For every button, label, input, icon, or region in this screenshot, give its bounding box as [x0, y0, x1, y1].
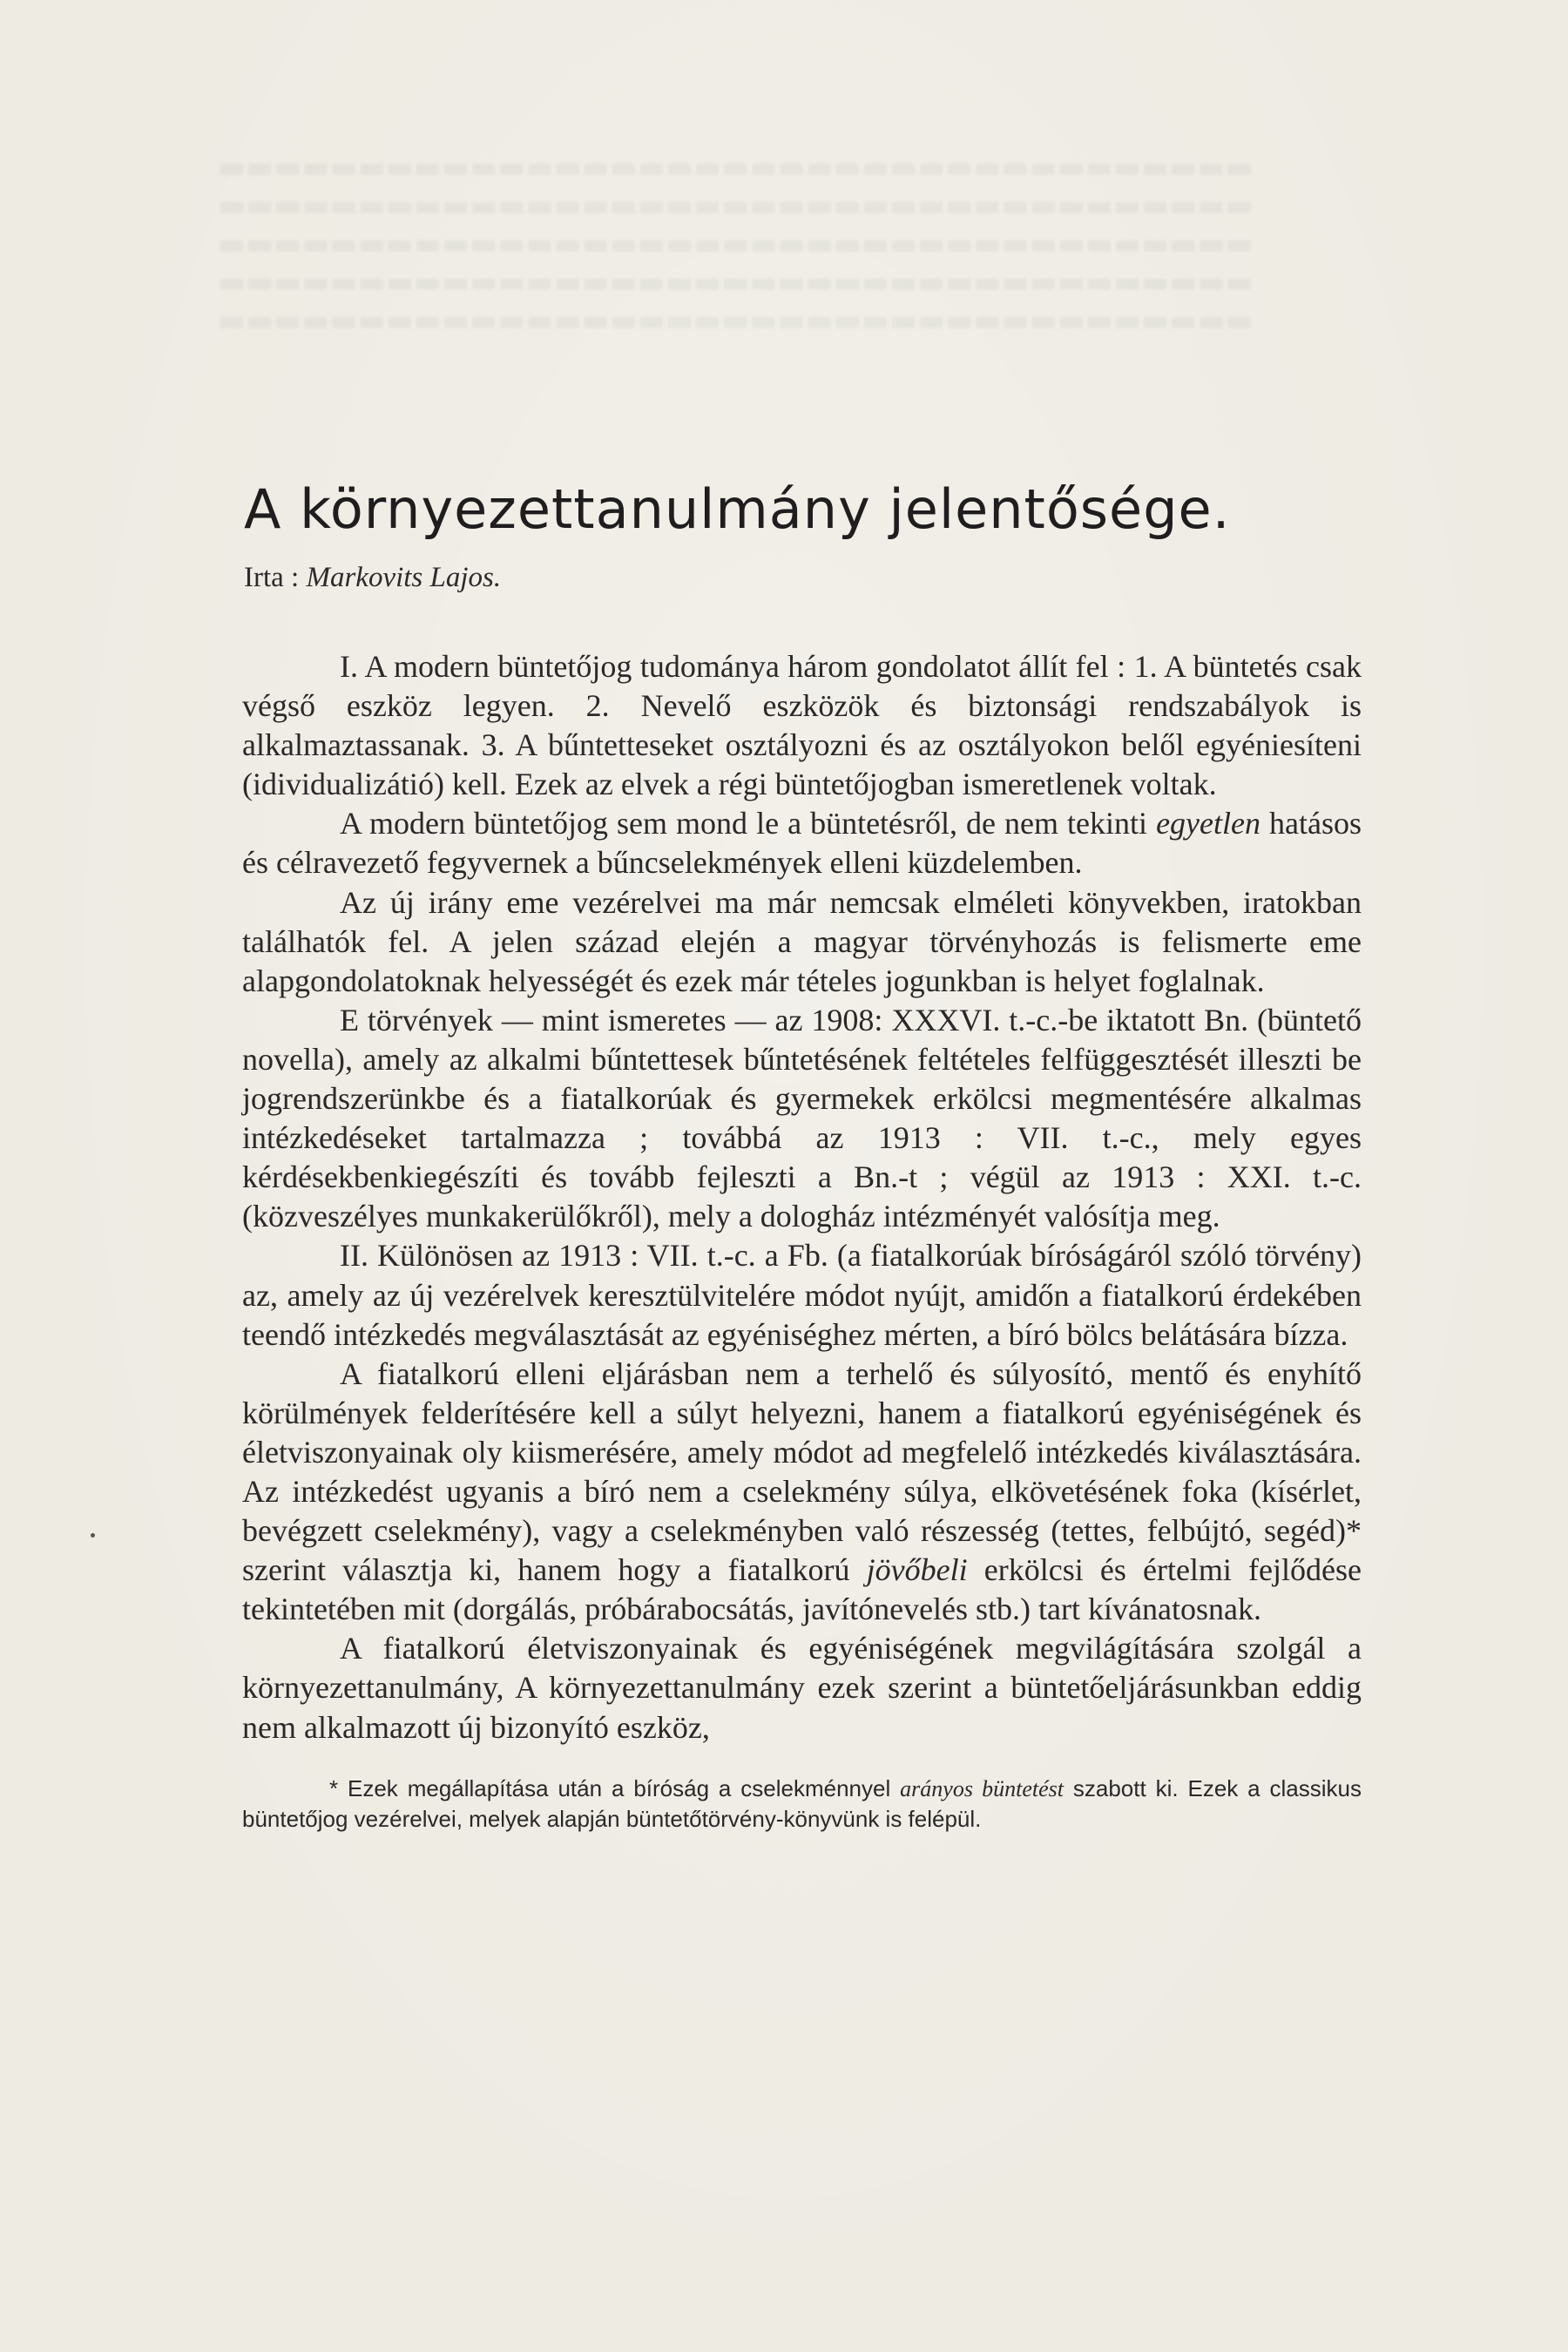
text-run: szabott ki. Ezek a classikus büntetőjog vezérelvei, melyek alapján büntetőtörvény-könyvünk is felépül.: [242, 1774, 1362, 1832]
paragraph: [242, 1629, 1362, 1747]
byline-prefix: Irta :: [244, 562, 300, 593]
bleed-through-text: ▬▬▬▬▬▬▬▬▬▬▬▬▬▬▬▬▬▬▬▬▬▬▬▬▬▬▬▬▬▬▬▬▬▬▬▬▬ ▬▬▬▬▬▬▬▬▬▬▬▬▬▬▬▬▬▬▬▬▬▬▬▬▬▬▬▬▬▬▬▬▬▬▬▬▬ ▬▬▬▬▬▬▬▬▬▬▬▬▬▬▬▬▬▬▬▬▬▬▬▬▬▬▬▬▬▬▬▬▬▬▬▬▬ ▬▬▬▬▬▬▬▬▬▬▬▬▬▬▬▬▬▬▬▬▬▬▬▬▬▬▬▬▬▬▬▬▬▬▬▬▬ ▬▬▬▬▬▬▬▬▬▬▬▬▬▬▬▬▬▬▬▬▬▬▬▬▬▬▬▬▬▬▬▬▬▬▬▬▬: [218, 150, 1254, 338]
paragraph: [242, 883, 1362, 1001]
text-run: E törvények — mint ismeretes — az 1908: XXXVI. t.-c.-be iktatott Bn. (büntető novella), amely az alkalmi bűntettesek bűntetésének feltételes felfüggesztését illeszti be jogrendszerünkbe és a fiatalkorúak és gyermekek erkölcsi megmentésére alkalmas intézkedéseket tartalmazza ; továbbá az 1913 : VII. t.-c., mely egyes kérdésekbenkiegészíti és tovább fejleszti a Bn.-t ; végül az 1913 : XXI. t.-c. (közveszélyes munkakerülőkről), mely a dologház intézményét valósítja meg.: [242, 1002, 1362, 1234]
text-run: hatásos és célravezető fegyvernek a bűncselekmények elleni küzdelemben.: [242, 806, 1362, 881]
emphasis-text: arányos büntetést: [900, 1775, 1064, 1801]
text-run: II. Különösen az 1913 : VII. t.-c. a Fb. (a fiatalkorúak bíróságáról szóló törvény) az, amely az új vezérelvek keresztülvitelére módot nyújt, amidőn a fiatalkorú érdekében teendő intézkedés megválasztását az egyéniséghez mérten, a bíró bölcs belátására bízza.: [242, 1238, 1362, 1352]
author-name: Markovits Lajos.: [306, 562, 502, 593]
margin-speck: [91, 1533, 95, 1538]
footnote: [242, 1774, 1362, 1834]
text-run: A fiatalkorú elleni eljárásban nem a terhelő és súlyosító, mentő és enyhítő körülmények felderítésére kell a súlyt helyezni, hanem a fiatalkorú egyéniségének és életviszonyainak oly kiismerésére, amely módot ad megfelelő intézkedés kiválasztására. Az intézkedést ugyanis a bíró nem a cselekmény súlya, elkövetésének foka (kísérlet, bevégzett cselekmény), vagy a cselekményben való részesség (tettes, felbújtó, segéd)* szerint választja ki, hanem hogy a fiatalkorú: [242, 1355, 1362, 1588]
text-run: I. A modern büntetőjog tudománya három gondolatot állít fel : 1. A büntetés csak végső eszköz legyen. 2. Nevelő eszközök és biztonsági rendszabályok is alkalmaztassanak. 3. A bűntetteseket osztályozni és az osztályokon belől egyéniesíteni (idividualizátió) kell. Ezek az elvek a régi büntetőjogban ismeretlenek voltak.: [242, 649, 1362, 802]
text-run: * Ezek megállapítása után a bíróság a cselekménnyel: [329, 1774, 901, 1801]
text-run: erkölcsi és értelmi fejlődése tekintetében mit (dorgálás, próbárabocsátás, javítónevelés stb.) tart kívánatosnak.: [242, 1552, 1362, 1627]
emphasis-text: jövőbeli: [866, 1552, 968, 1588]
paragraph: [242, 647, 1362, 804]
text-run: A fiatalkorú életviszonyainak és egyéniségének megvilágítására szolgál a környezettanulmány, A környezettanulmány ezek szerint a büntetőeljárásunkban eddig nem alkalmazott új bizonyító eszköz,: [242, 1631, 1362, 1745]
text-run: A modern büntetőjog sem mond le a büntetésről, de nem tekinti: [340, 806, 1157, 841]
article-body: [242, 647, 1362, 1747]
byline: [244, 560, 1362, 595]
article: [242, 475, 1362, 1834]
paragraph: [242, 1236, 1362, 1354]
emphasis-text: egyetlen: [1156, 806, 1260, 841]
paragraph: [242, 1001, 1362, 1237]
text-run: Az új irány eme vezérelvei ma már nemcsak elméleti könyvekben, iratokban találhatók fel. A jelen század elején a magyar törvényhozás is felismerte eme alapgondolatoknak helyességét és ezek már tételes jogunkban is helyet foglalnak.: [242, 884, 1362, 998]
page-title: A környezettanulmány jelentősége.: [244, 477, 1231, 541]
paragraph: [242, 804, 1362, 882]
footnotes: [242, 1774, 1362, 1834]
paragraph: [242, 1355, 1362, 1630]
